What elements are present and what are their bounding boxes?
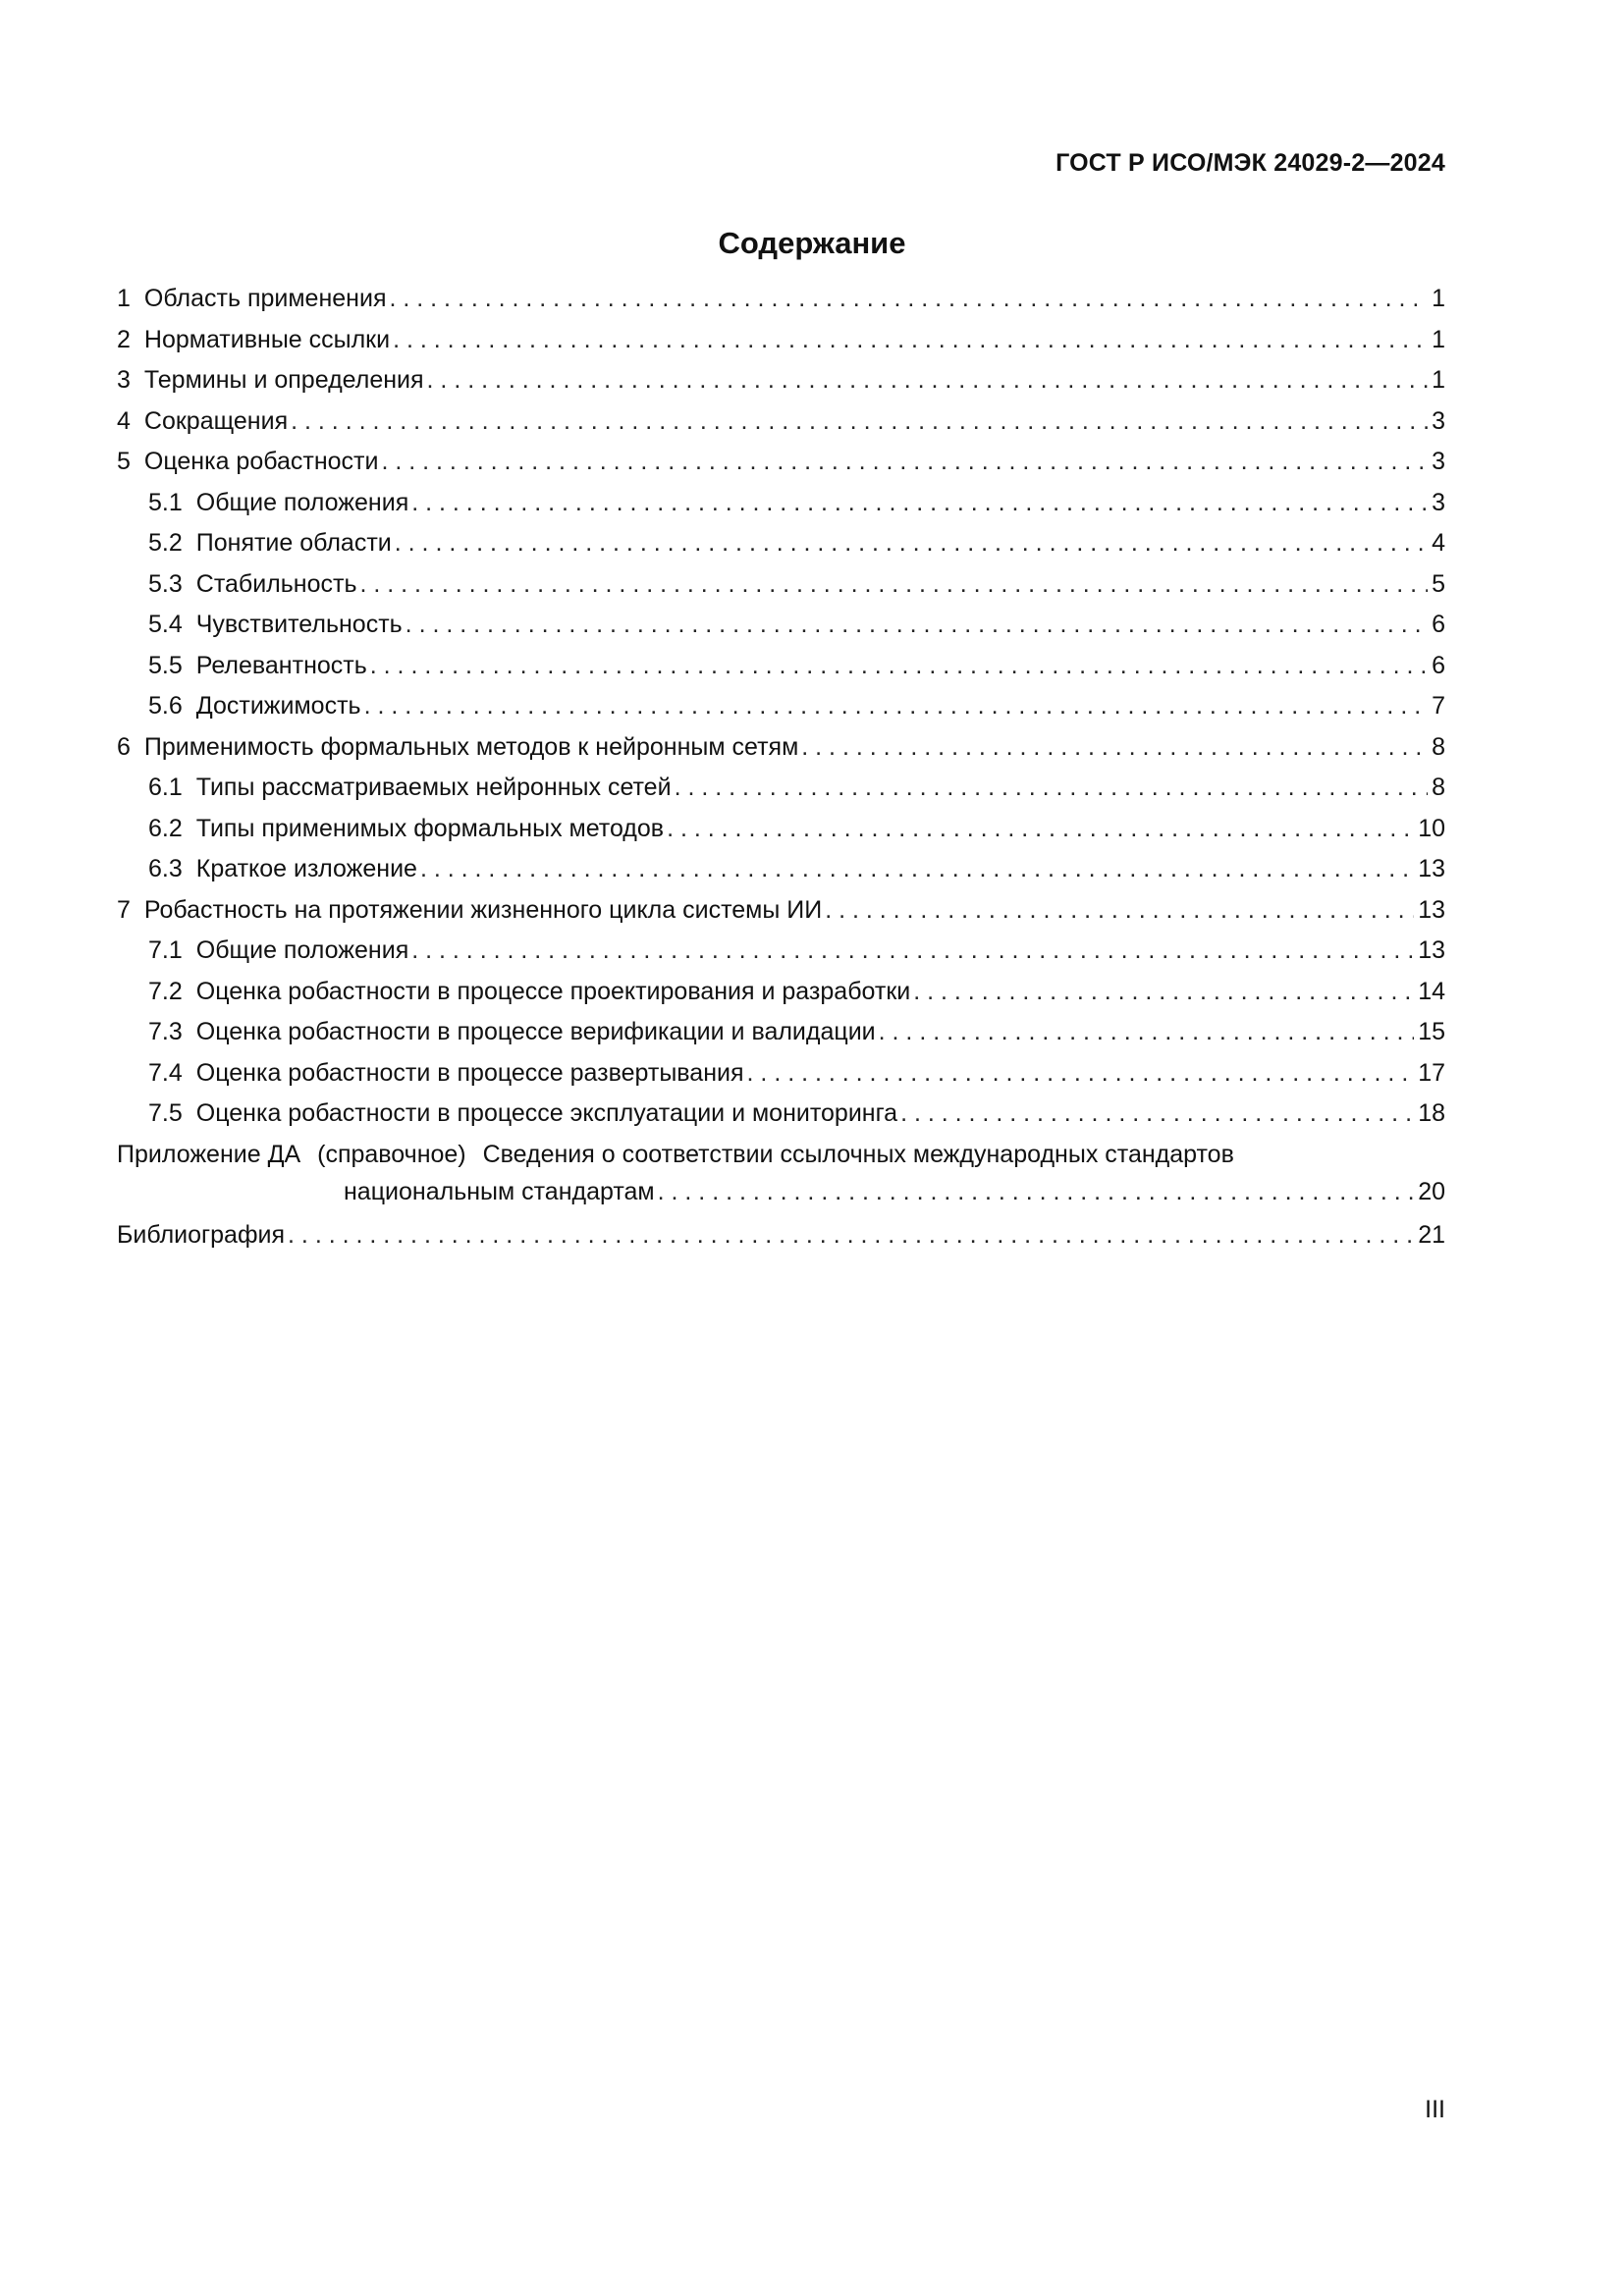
toc-entry-label: [117, 326, 390, 354]
leader-dots: [675, 774, 1429, 802]
leader-dots: [667, 815, 1414, 843]
appendix-prefix: Приложение ДА: [117, 1140, 301, 1168]
toc-entry-page: 1: [1432, 366, 1445, 394]
leader-dots: [381, 448, 1428, 476]
toc-entry-page: 3: [1432, 488, 1445, 516]
toc-entry-label: [148, 692, 361, 721]
toc-entry-number: 5: [117, 448, 131, 475]
leader-dots: [406, 611, 1428, 639]
toc-entry-text: Понятие области: [195, 529, 392, 557]
toc-entry-number: 3: [117, 366, 131, 394]
leader-dots: [395, 529, 1428, 558]
leader-dots: [364, 692, 1429, 721]
toc-entry-number: 6.2: [148, 814, 183, 842]
toc-entry-page: 8: [1432, 732, 1445, 761]
toc-entry-label: [148, 1059, 744, 1088]
toc-entry-number: 7.2: [148, 977, 183, 1005]
toc-entry-label: [117, 366, 424, 395]
toc-entry-text: Оценка робастности в процессе верификации и валидации: [195, 1018, 876, 1045]
toc-entry-text: Оценка робастности в процессе развертывания: [195, 1058, 744, 1087]
toc-entry-label: [148, 489, 408, 517]
toc-entry-text: Оценка робастности в процессе проектирования и разработки: [195, 977, 911, 1005]
toc-entry-number: 1: [117, 285, 131, 312]
leader-dots: [801, 733, 1428, 762]
leader-dots: [370, 652, 1428, 680]
toc-entry-appendix[interactable]: [117, 1141, 1445, 1219]
document-code: ГОСТ Р ИСО/МЭК 24029-2—2024: [1056, 149, 1445, 177]
toc-entry-page: 6: [1432, 611, 1445, 638]
toc-entry-number: 5.5: [148, 651, 183, 679]
toc-entry-text: Стабильность: [195, 569, 357, 598]
appendix-title-line1: Сведения о соответствии ссылочных международных стандартов: [482, 1140, 1234, 1168]
toc-entry-page: 14: [1418, 977, 1445, 1005]
toc-entry-number: 7.3: [148, 1018, 183, 1045]
toc-entry-text: Термины и определения: [143, 366, 424, 394]
toc-entry[interactable]: [117, 570, 1445, 612]
toc-entry-page: 8: [1432, 774, 1445, 801]
toc-entry-number: 5.4: [148, 611, 183, 638]
toc-entry-page: 1: [1432, 325, 1445, 353]
bibliography-label: Библиография: [117, 1220, 286, 1249]
toc-entry[interactable]: [117, 529, 1445, 570]
toc-entry-text: Общие положения: [195, 936, 409, 964]
toc-entry-number: 7.1: [148, 936, 183, 964]
toc-entry-number: 5.2: [148, 529, 183, 557]
toc-entry-text: Типы применимых формальных методов: [195, 814, 665, 842]
table-of-contents: [117, 285, 1445, 1261]
toc-entry-page: 17: [1418, 1058, 1445, 1087]
toc-entry-label: [148, 652, 367, 680]
toc-entry[interactable]: [117, 489, 1445, 530]
toc-entry-label: [117, 896, 822, 925]
toc-entry-label: [148, 774, 672, 802]
toc-entry-label: [148, 936, 408, 965]
toc-entry-page: 7: [1432, 692, 1445, 720]
toc-entry-page: 4: [1432, 529, 1445, 557]
toc-entry-text: Робастность на протяжении жизненного цикла системы ИИ: [143, 895, 823, 924]
page-number: III: [1425, 2096, 1445, 2123]
toc-entry-page: 3: [1432, 406, 1445, 435]
leader-dots: [411, 936, 1414, 965]
toc-entry-number: 5.6: [148, 692, 183, 720]
toc-entry-page: 6: [1432, 651, 1445, 679]
toc-entries: [117, 285, 1445, 1141]
toc-entry-text: Применимость формальных методов к нейронным сетям: [143, 732, 799, 761]
toc-entry-bibliography[interactable]: [117, 1221, 1445, 1262]
leader-dots: [913, 978, 1414, 1006]
toc-entry-number: 5.3: [148, 569, 183, 598]
toc-entry-page: 1: [1432, 285, 1445, 312]
toc-entry-page: 18: [1418, 1099, 1445, 1127]
toc-entry-text: Краткое изложение: [195, 855, 417, 882]
toc-entry-text: Релевантность: [195, 651, 367, 679]
toc-entry-label: [148, 570, 356, 599]
leader-dots: [747, 1059, 1415, 1088]
toc-entry[interactable]: [117, 978, 1445, 1019]
toc-entry-page: 10: [1418, 814, 1445, 842]
toc-entry[interactable]: [117, 326, 1445, 367]
toc-entry[interactable]: [117, 733, 1445, 774]
toc-entry[interactable]: [117, 815, 1445, 856]
toc-entry-text: Сокращения: [143, 406, 289, 435]
toc-entry-text: Оценка робастности в процессе эксплуатации и мониторинга: [195, 1099, 898, 1127]
toc-entry-text: Достижимость: [195, 692, 361, 720]
leader-dots: [900, 1099, 1414, 1128]
toc-entry-label: [117, 285, 386, 313]
leader-dots: [291, 407, 1428, 436]
toc-entry[interactable]: [117, 936, 1445, 978]
toc-entry-number: 5.1: [148, 488, 183, 516]
toc-entry[interactable]: [117, 1099, 1445, 1141]
toc-entry-page: 5: [1432, 569, 1445, 598]
toc-entry-text: Оценка робастности: [143, 448, 379, 475]
toc-entry-number: 4: [117, 406, 131, 435]
toc-entry-page: 13: [1418, 855, 1445, 882]
appendix-page: 20: [1418, 1177, 1445, 1205]
leader-dots: [411, 489, 1428, 517]
appendix-kind: (справочное): [317, 1140, 466, 1168]
toc-entry-number: 6.3: [148, 855, 183, 882]
leader-dots: [393, 326, 1428, 354]
toc-entry[interactable]: [117, 448, 1445, 489]
toc-entry[interactable]: [117, 855, 1445, 896]
leader-dots: [427, 366, 1429, 395]
toc-entry-number: 6.1: [148, 774, 183, 801]
toc-entry-number: 2: [117, 325, 131, 353]
toc-entry-page: 13: [1418, 936, 1445, 964]
toc-entry-number: 6: [117, 732, 131, 761]
toc-entry-label: [148, 529, 392, 558]
toc-entry-text: Чувствительность: [195, 611, 403, 638]
toc-entry-label: [117, 448, 378, 476]
toc-entry-label: [148, 855, 417, 883]
toc-entry-text: Общие положения: [195, 488, 409, 516]
toc-title: Содержание: [718, 226, 906, 260]
toc-entry[interactable]: [117, 1059, 1445, 1100]
toc-entry-page: 13: [1418, 895, 1445, 924]
toc-entry[interactable]: [117, 1018, 1445, 1059]
toc-entry[interactable]: [117, 366, 1445, 407]
leader-dots: [389, 285, 1428, 313]
toc-entry-label: [148, 978, 910, 1006]
toc-entry-label: [148, 815, 664, 843]
toc-entry-label: [117, 407, 288, 436]
leader-dots: [420, 855, 1414, 883]
toc-entry-label: [148, 611, 403, 639]
toc-entry-text: Нормативные ссылки: [143, 325, 391, 353]
toc-entry[interactable]: [117, 774, 1445, 815]
bibliography-page: 21: [1418, 1220, 1445, 1249]
toc-entry-page: 15: [1418, 1018, 1445, 1045]
toc-entry-number: 7: [117, 895, 131, 924]
toc-entry-text: Типы рассматриваемых нейронных сетей: [195, 774, 672, 801]
toc-entry-text: Область применения: [143, 285, 387, 312]
toc-entry[interactable]: [117, 692, 1445, 733]
toc-entry-label: [117, 733, 798, 762]
leader-dots: [879, 1018, 1415, 1046]
toc-entry[interactable]: [117, 285, 1445, 326]
toc-entry-label: [148, 1099, 897, 1128]
toc-entry-page: 3: [1432, 448, 1445, 475]
appendix-title-line2: национальным стандартам: [344, 1177, 655, 1205]
leader-dots: [359, 570, 1428, 599]
toc-entry[interactable]: [117, 611, 1445, 652]
leader-dots: [825, 896, 1414, 925]
leader-dots: [658, 1178, 1415, 1206]
toc-entry-number: 7.5: [148, 1099, 183, 1127]
toc-entry-number: 7.4: [148, 1058, 183, 1087]
toc-entry-label: [148, 1018, 876, 1046]
toc-entry[interactable]: [117, 652, 1445, 693]
toc-entry[interactable]: [117, 407, 1445, 449]
toc-entry[interactable]: [117, 896, 1445, 937]
leader-dots: [288, 1221, 1414, 1250]
